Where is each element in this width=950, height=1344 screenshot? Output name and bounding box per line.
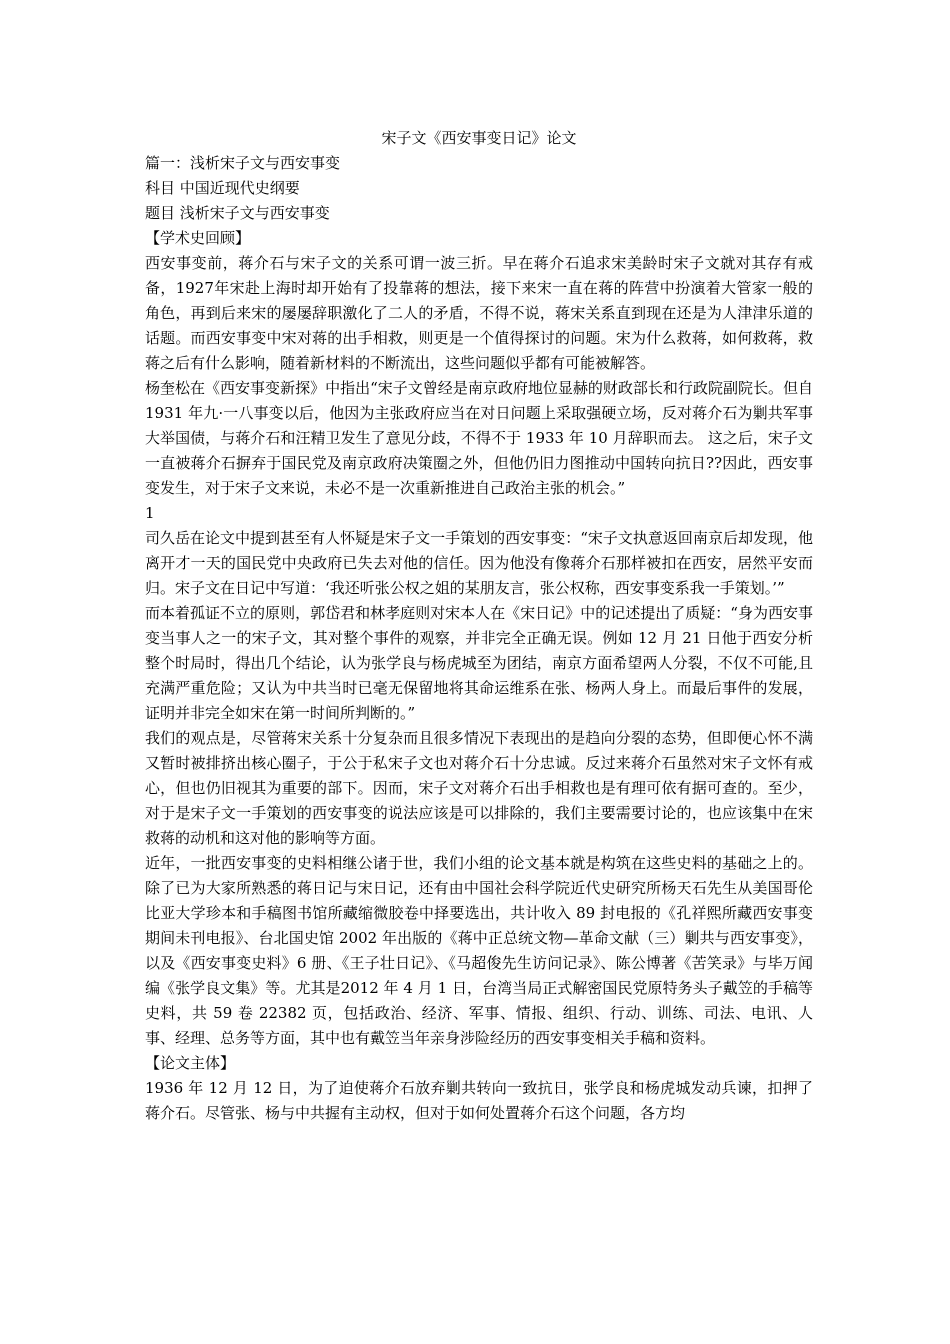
- subject-line: 科目 中国近现代史纲要: [145, 179, 300, 197]
- document-page: [145, 126, 813, 1126]
- document-title: 宋子文《西安事变日记》论文: [381, 129, 577, 147]
- paragraph-5: 我们的观点是，尽管蒋宋关系十分复杂而且很多情况下表现出的是趋向分裂的态势，但即便心怀不满又暂时被排挤出核心圈子，于公于私宋子文也对蒋介石十分忠诚。反过来蒋介石虽然对宋子文怀有戒心，但也仍旧视其为重要的部下。因而，宋子文对蒋介石出手相救也是有理可依有据可查的。至少，对于是宋子文一手策划的西安事变的说法应该是可以排除的，我们主要需要讨论的，也应该集中在宋救蒋的动机和这对他的影响等方面。: [145, 729, 813, 847]
- paragraph-3: 司久岳在论文中提到甚至有人怀疑是宋子文一手策划的西安事变：“宋子文执意返回南京后却发现，他离开才一天的国民党中央政府已失去对他的信任。因为他没有像蒋介石那样被扣在西安，居然平安而归。宋子文在日记中写道：‘我还听张公权之姐的某朋友言，张公权称，西安事变系我一手策划。’”: [145, 529, 813, 597]
- footnote-marker: 1: [145, 504, 155, 522]
- paragraph-4: 而本着孤证不立的原则，郭岱君和林孝庭则对宋本人在《宋日记》中的记述提出了质疑：“身为西安事变当事人之一的宋子文，其对整个事件的观察，并非完全正确无误。例如 12 月 21 日他于西安分析整个时局时，得出几个结论，认为张学良与杨虎城至为团结，南京方面希望两人分裂，不仅不可能,且充满严重危险；又认为中共当时已毫无保留地将其命运维系在张、杨两人身上。而最后事件的发展，证明并非完全如宋在第一时间所判断的。”: [145, 604, 813, 722]
- article-heading: 篇一：浅析宋子文与西安事变: [145, 154, 341, 172]
- topic-line: 题目 浅析宋子文与西安事变: [145, 204, 330, 222]
- paragraph-6: 近年，一批西安事变的史料相继公诸于世，我们小组的论文基本就是构筑在这些史料的基础之上的。除了已为大家所熟悉的蒋日记与宋日记，还有由中国社会科学院近代史研究所杨天石先生从美国哥伦比亚大学珍本和手稿图书馆所藏缩微胶卷中择要选出，共计收入 89 封电报的《孔祥熙所藏西安事变期间未刊电报》、台北国史馆 2002 年出版的《蒋中正总统文物—革命文献（三）剿共与西安事变》，以及《西安事变史料》6 册、《王子壮日记》、《马超俊先生访问记录》、陈公博著《苦笑录》与毕万闻编《张学良文集》等。尤其是2012 年 4 月 1 日，台湾当局正式解密国民党原特务头子戴笠的手稿等史料，共 59 卷 22382 页，包括政治、经济、军事、情报、组织、行动、训练、司法、电讯、人事、经理、总务等方面，其中也有戴笠当年亲身涉险经历的西安事变相关手稿和资料。: [145, 854, 813, 1047]
- paragraph-2: 杨奎松在《西安事变新探》中指出“宋子文曾经是南京政府地位显赫的财政部长和行政院副院长。但自 1931 年九·一八事变以后，他因为主张政府应当在对日问题上采取强硬立场，反对蒋介石为剿共军事大举国债，与蒋介石和汪精卫发生了意见分歧，不得不于 1933 年 10 月辞职而去。 这之后，宋子文一直被蒋介石摒弃于国民党及南京政府决策圈之外，但他仍旧力图推动中国转向抗日??因此，西安事变发生，对于宋子文来说，未必不是一次重新推进自己政治主张的机会。”: [145, 379, 813, 497]
- paragraph-1: 西安事变前，蒋介石与宋子文的关系可谓一波三折。早在蒋介石追求宋美龄时宋子文就对其存有戒备，1927年宋赴上海时却开始有了投靠蒋的想法，接下来宋一直在蒋的阵营中扮演着大管家一般的角色，再到后来宋的屡屡辞职激化了二人的矛盾，不得不说，蒋宋关系直到现在还是为人津津乐道的话题。而西安事变中宋对蒋的出手相救，则更是一个值得探讨的问题。宋为什么救蒋，如何救蒋，救蒋之后有什么影响，随着新材料的不断流出，这些问题似乎都有可能被解答。: [145, 254, 813, 372]
- section-heading-main: 【论文主体】: [145, 1054, 236, 1072]
- paragraph-7: 1936 年 12 月 12 日，为了迫使蒋介石放弃剿共转向一致抗日，张学良和杨虎城发动兵谏，扣押了蒋介石。尽管张、杨与中共握有主动权，但对于如何处置蒋介石这个问题，各方均: [145, 1079, 813, 1122]
- section-heading-review: 【学术史回顾】: [145, 229, 251, 247]
